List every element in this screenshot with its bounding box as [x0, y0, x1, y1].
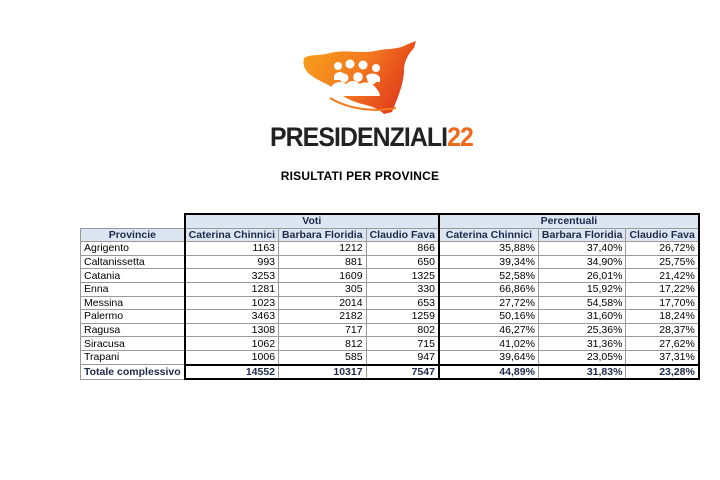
- percent-cell: 27,72%: [439, 296, 539, 310]
- votes-cell: 10317: [279, 365, 367, 380]
- col-province-header: Provincie: [81, 228, 185, 242]
- percent-cell: 23,28%: [626, 365, 699, 380]
- province-name: Palermo: [81, 310, 185, 324]
- percent-cell: 25,36%: [538, 323, 626, 337]
- group-percent-header: Percentuali: [439, 214, 699, 228]
- col-pct-chinnici: Caterina Chinnici: [439, 228, 539, 242]
- votes-cell: 1259: [366, 310, 439, 324]
- percent-cell: 31,36%: [538, 337, 626, 351]
- percent-cell: 46,27%: [439, 323, 539, 337]
- total-label: Totale complessivo: [81, 365, 185, 380]
- table-row: [81, 282, 699, 296]
- percent-cell: 21,42%: [626, 269, 699, 283]
- percent-cell: 37,31%: [626, 350, 699, 364]
- votes-cell: 3253: [185, 269, 279, 283]
- votes-cell: 1308: [185, 323, 279, 337]
- votes-cell: 305: [279, 282, 367, 296]
- votes-cell: 881: [279, 255, 367, 269]
- table-row: [81, 310, 699, 324]
- table-row: [81, 296, 699, 310]
- percent-cell: 26,72%: [626, 242, 699, 256]
- percent-cell: 41,02%: [439, 337, 539, 351]
- brand-word: PRESIDENZIALI: [270, 122, 448, 152]
- province-name: Enna: [81, 282, 185, 296]
- votes-cell: 14552: [185, 365, 279, 380]
- votes-cell: 1325: [366, 269, 439, 283]
- brand-number: 22: [447, 122, 473, 152]
- province-name: Trapani: [81, 350, 185, 364]
- percent-cell: 17,22%: [626, 282, 699, 296]
- percent-cell: 27,62%: [626, 337, 699, 351]
- percent-cell: 25,75%: [626, 255, 699, 269]
- province-name: Agrigento: [81, 242, 185, 256]
- votes-cell: 866: [366, 242, 439, 256]
- table-row: [81, 337, 699, 351]
- percent-cell: 28,37%: [626, 323, 699, 337]
- percent-cell: 52,58%: [439, 269, 539, 283]
- table-row: [81, 242, 699, 256]
- votes-cell: 1281: [185, 282, 279, 296]
- votes-cell: 3463: [185, 310, 279, 324]
- table-row: [81, 350, 699, 364]
- votes-cell: 330: [366, 282, 439, 296]
- percent-cell: 54,58%: [538, 296, 626, 310]
- percent-cell: 15,92%: [538, 282, 626, 296]
- province-name: Catania: [81, 269, 185, 283]
- province-name: Caltanissetta: [81, 255, 185, 269]
- percent-cell: 18,24%: [626, 310, 699, 324]
- results-table: [80, 213, 700, 380]
- percent-cell: 66,86%: [439, 282, 539, 296]
- percent-cell: 23,05%: [538, 350, 626, 364]
- percent-cell: 39,64%: [439, 350, 539, 364]
- votes-cell: 1023: [185, 296, 279, 310]
- votes-cell: 585: [279, 350, 367, 364]
- votes-cell: 812: [279, 337, 367, 351]
- province-name: Ragusa: [81, 323, 185, 337]
- table-row: [81, 255, 699, 269]
- table-row: [81, 269, 699, 283]
- brand-title: [270, 122, 473, 152]
- col-votes-fava: Claudio Fava: [366, 228, 439, 242]
- col-pct-floridia: Barbara Floridia: [538, 228, 626, 242]
- votes-cell: 1062: [185, 337, 279, 351]
- percent-cell: 31,83%: [538, 365, 626, 380]
- votes-cell: 1006: [185, 350, 279, 364]
- province-name: Messina: [81, 296, 185, 310]
- percent-cell: 34,90%: [538, 255, 626, 269]
- percent-cell: 37,40%: [538, 242, 626, 256]
- votes-cell: 1163: [185, 242, 279, 256]
- votes-cell: 653: [366, 296, 439, 310]
- votes-cell: 717: [279, 323, 367, 337]
- percent-cell: 44,89%: [439, 365, 539, 380]
- page-subtitle: RISULTATI PER PROVINCE: [280, 169, 440, 183]
- votes-cell: 993: [185, 255, 279, 269]
- percent-cell: 35,88%: [439, 242, 539, 256]
- table-row: [81, 323, 699, 337]
- percent-cell: 31,60%: [538, 310, 626, 324]
- votes-cell: 947: [366, 350, 439, 364]
- sicily-logo-icon: [300, 40, 420, 122]
- province-name: Siracusa: [81, 337, 185, 351]
- total-row: [81, 365, 699, 380]
- col-votes-chinnici: Caterina Chinnici: [185, 228, 279, 242]
- votes-cell: 802: [366, 323, 439, 337]
- votes-cell: 2182: [279, 310, 367, 324]
- votes-cell: 1609: [279, 269, 367, 283]
- percent-cell: 17,70%: [626, 296, 699, 310]
- group-votes-header: Voti: [185, 214, 439, 228]
- votes-cell: 7547: [366, 365, 439, 380]
- percent-cell: 50,16%: [439, 310, 539, 324]
- group-header-row: [81, 214, 699, 228]
- percent-cell: 39,34%: [439, 255, 539, 269]
- col-votes-floridia: Barbara Floridia: [279, 228, 367, 242]
- votes-cell: 2014: [279, 296, 367, 310]
- votes-cell: 650: [366, 255, 439, 269]
- percent-cell: 26,01%: [538, 269, 626, 283]
- votes-cell: 1212: [279, 242, 367, 256]
- votes-cell: 715: [366, 337, 439, 351]
- col-pct-fava: Claudio Fava: [626, 228, 699, 242]
- column-header-row: [81, 228, 699, 242]
